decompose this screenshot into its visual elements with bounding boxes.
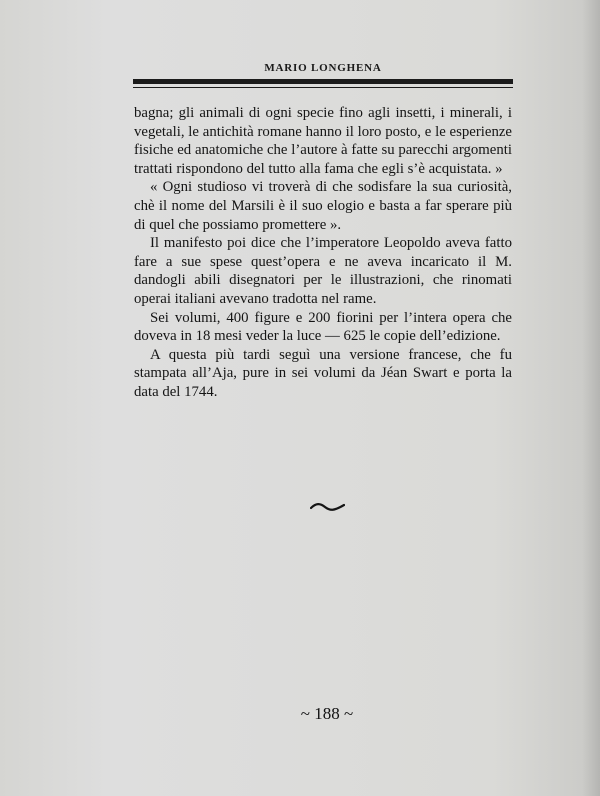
page-edge-shadow — [582, 0, 600, 796]
paragraph-edition: Sei volumi, 400 figure e 200 fiorini per l’intera opera che doveva in 18 mesi veder la luce — 625 le copie dell’edizione. — [134, 309, 512, 345]
paragraph-continuation: bagna; gli animali di ogni specie fino agli insetti, i minerali, i vegetali, le antichità romane hanno il loro posto, e le esperienze fisiche ed anatomiche che l’autore à fatte su parecchi argomenti trattati rispondono del tutto alla fama che egli s’è acquistata. » — [134, 105, 512, 177]
page-body — [134, 104, 512, 402]
tilde-ornament-icon — [310, 501, 345, 513]
page-number: ~ 188 ~ — [300, 704, 354, 723]
header-rule-thick — [133, 79, 513, 84]
header-rule-thin — [133, 87, 513, 88]
paragraph-quote: « Ogni studioso vi troverà di che sodisfare la sua curiosità, chè il nome del Marsili è il suo elogio e basta a far sperare più di quel che possiamo promettere ». — [134, 179, 512, 233]
paragraph-translation: A questa più tardi seguì una versione francese, che fu stampata all’Aja, pure in sei volumi da Jéan Swart e porta la data del 1744. — [134, 346, 512, 400]
running-head: MARIO LONGHENA — [264, 62, 382, 74]
paragraph-manifest: Il manifesto poi dice che l’imperatore Leopoldo aveva fatto fare a sue spese quest’opera e ne aveva incaricato il M. dandogli abili disegnatori per le illustrazioni, che rinomati operai italiani avevano tradotta nel rame. — [134, 235, 512, 307]
